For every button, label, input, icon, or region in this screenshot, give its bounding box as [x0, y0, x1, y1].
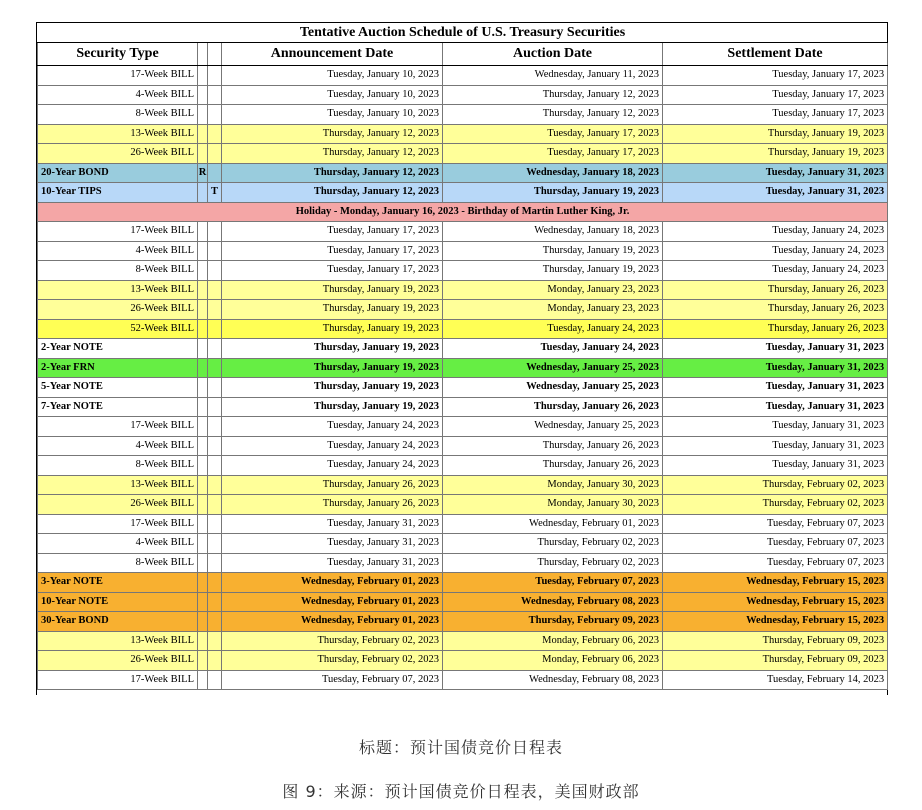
- table-row: [38, 300, 888, 320]
- reopening-marker-cell: [198, 378, 208, 398]
- security-type-cell: 4-Week BILL: [38, 85, 198, 105]
- security-type-cell: 17-Week BILL: [38, 670, 198, 690]
- announcement-date-cell: Tuesday, January 10, 2023: [222, 85, 443, 105]
- tips-marker-cell: [208, 85, 222, 105]
- tips-marker-cell: [208, 573, 222, 593]
- auction-date-cell: Monday, February 06, 2023: [443, 651, 663, 671]
- table-row: [38, 670, 888, 690]
- table-row: [38, 378, 888, 398]
- tips-marker-cell: [208, 319, 222, 339]
- announcement-date-cell: Thursday, January 12, 2023: [222, 144, 443, 164]
- settlement-date-cell: Tuesday, January 31, 2023: [663, 339, 888, 359]
- table-row: [38, 261, 888, 281]
- settlement-date-cell: Tuesday, January 24, 2023: [663, 241, 888, 261]
- security-type-cell: 17-Week BILL: [38, 66, 198, 86]
- security-type-cell: 3-Year NOTE: [38, 573, 198, 593]
- auction-date-cell: Monday, January 23, 2023: [443, 300, 663, 320]
- settlement-date-cell: Tuesday, January 24, 2023: [663, 261, 888, 281]
- auction-date-cell: Thursday, January 26, 2023: [443, 456, 663, 476]
- reopening-marker-cell: [198, 456, 208, 476]
- announcement-date-cell: Thursday, January 19, 2023: [222, 319, 443, 339]
- tips-marker-cell: T: [208, 183, 222, 203]
- table-row: [38, 339, 888, 359]
- table-row: [38, 514, 888, 534]
- table-row: [38, 105, 888, 125]
- security-type-cell: 2-Year FRN: [38, 358, 198, 378]
- announcement-date-cell: Thursday, February 02, 2023: [222, 631, 443, 651]
- header-marker-2: [208, 43, 222, 66]
- security-type-cell: 7-Year NOTE: [38, 397, 198, 417]
- table-row: [38, 592, 888, 612]
- reopening-marker-cell: [198, 300, 208, 320]
- table-row: [38, 183, 888, 203]
- auction-date-cell: Tuesday, January 24, 2023: [443, 339, 663, 359]
- settlement-date-cell: Thursday, January 26, 2023: [663, 300, 888, 320]
- tips-marker-cell: [208, 378, 222, 398]
- tips-marker-cell: [208, 436, 222, 456]
- table-row: [38, 612, 888, 632]
- announcement-date-cell: Tuesday, January 31, 2023: [222, 553, 443, 573]
- auction-date-cell: Thursday, February 02, 2023: [443, 553, 663, 573]
- settlement-date-cell: Thursday, February 02, 2023: [663, 475, 888, 495]
- reopening-marker-cell: [198, 495, 208, 515]
- header-security-type: Security Type: [38, 43, 198, 66]
- announcement-date-cell: Thursday, January 19, 2023: [222, 339, 443, 359]
- auction-date-cell: Thursday, January 26, 2023: [443, 436, 663, 456]
- header-marker-1: [198, 43, 208, 66]
- settlement-date-cell: Thursday, January 26, 2023: [663, 319, 888, 339]
- reopening-marker-cell: R: [198, 163, 208, 183]
- table-row: [38, 280, 888, 300]
- settlement-date-cell: Thursday, February 02, 2023: [663, 495, 888, 515]
- tips-marker-cell: [208, 124, 222, 144]
- security-type-cell: 4-Week BILL: [38, 241, 198, 261]
- security-type-cell: 13-Week BILL: [38, 475, 198, 495]
- announcement-date-cell: Tuesday, January 31, 2023: [222, 514, 443, 534]
- reopening-marker-cell: [198, 105, 208, 125]
- table-row: [38, 144, 888, 164]
- reopening-marker-cell: [198, 241, 208, 261]
- reopening-marker-cell: [198, 514, 208, 534]
- security-type-cell: 52-Week BILL: [38, 319, 198, 339]
- reopening-marker-cell: [198, 85, 208, 105]
- security-type-cell: 26-Week BILL: [38, 495, 198, 515]
- auction-date-cell: Wednesday, February 08, 2023: [443, 592, 663, 612]
- settlement-date-cell: Thursday, January 19, 2023: [663, 124, 888, 144]
- reopening-marker-cell: [198, 631, 208, 651]
- settlement-date-cell: Tuesday, January 17, 2023: [663, 66, 888, 86]
- reopening-marker-cell: [198, 319, 208, 339]
- holiday-note: Holiday - Monday, January 16, 2023 - Birthday of Martin Luther King, Jr.: [38, 202, 888, 222]
- auction-date-cell: Monday, January 30, 2023: [443, 495, 663, 515]
- tips-marker-cell: [208, 105, 222, 125]
- security-type-cell: 8-Week BILL: [38, 456, 198, 476]
- auction-date-cell: Monday, January 30, 2023: [443, 475, 663, 495]
- reopening-marker-cell: [198, 417, 208, 437]
- settlement-date-cell: Tuesday, January 31, 2023: [663, 183, 888, 203]
- tips-marker-cell: [208, 66, 222, 86]
- tips-marker-cell: [208, 592, 222, 612]
- auction-date-cell: Wednesday, January 18, 2023: [443, 163, 663, 183]
- auction-date-cell: Wednesday, January 25, 2023: [443, 378, 663, 398]
- announcement-date-cell: Wednesday, February 01, 2023: [222, 612, 443, 632]
- announcement-date-cell: Thursday, February 02, 2023: [222, 651, 443, 671]
- security-type-cell: 4-Week BILL: [38, 534, 198, 554]
- auction-date-cell: Thursday, February 02, 2023: [443, 534, 663, 554]
- settlement-date-cell: Tuesday, January 31, 2023: [663, 358, 888, 378]
- reopening-marker-cell: [198, 222, 208, 242]
- security-type-cell: 26-Week BILL: [38, 651, 198, 671]
- tips-marker-cell: [208, 612, 222, 632]
- reopening-marker-cell: [198, 475, 208, 495]
- settlement-date-cell: Thursday, February 09, 2023: [663, 631, 888, 651]
- announcement-date-cell: Thursday, January 19, 2023: [222, 300, 443, 320]
- announcement-date-cell: Tuesday, January 17, 2023: [222, 241, 443, 261]
- security-type-cell: 20-Year BOND: [38, 163, 198, 183]
- auction-date-cell: Monday, February 06, 2023: [443, 631, 663, 651]
- reopening-marker-cell: [198, 280, 208, 300]
- security-type-cell: 13-Week BILL: [38, 280, 198, 300]
- reopening-marker-cell: [198, 651, 208, 671]
- header-announcement-date: Announcement Date: [222, 43, 443, 66]
- settlement-date-cell: Tuesday, January 17, 2023: [663, 105, 888, 125]
- auction-date-cell: Thursday, January 19, 2023: [443, 241, 663, 261]
- security-type-cell: 8-Week BILL: [38, 261, 198, 281]
- announcement-date-cell: Wednesday, February 01, 2023: [222, 573, 443, 593]
- security-type-cell: 10-Year TIPS: [38, 183, 198, 203]
- table-row: [38, 495, 888, 515]
- reopening-marker-cell: [198, 534, 208, 554]
- auction-date-cell: Wednesday, January 25, 2023: [443, 417, 663, 437]
- auction-date-cell: Wednesday, January 18, 2023: [443, 222, 663, 242]
- reopening-marker-cell: [198, 592, 208, 612]
- tips-marker-cell: [208, 163, 222, 183]
- tips-marker-cell: [208, 534, 222, 554]
- announcement-date-cell: Tuesday, January 17, 2023: [222, 222, 443, 242]
- tips-marker-cell: [208, 456, 222, 476]
- security-type-cell: 10-Year NOTE: [38, 592, 198, 612]
- announcement-date-cell: Tuesday, January 31, 2023: [222, 534, 443, 554]
- auction-date-cell: Tuesday, January 17, 2023: [443, 124, 663, 144]
- holiday-row: [38, 202, 888, 222]
- header-settlement-date: Settlement Date: [663, 43, 888, 66]
- security-type-cell: 4-Week BILL: [38, 436, 198, 456]
- reopening-marker-cell: [198, 183, 208, 203]
- reopening-marker-cell: [198, 573, 208, 593]
- auction-date-cell: Tuesday, February 07, 2023: [443, 573, 663, 593]
- table-row: [38, 417, 888, 437]
- tips-marker-cell: [208, 417, 222, 437]
- settlement-date-cell: Tuesday, January 31, 2023: [663, 378, 888, 398]
- auction-date-cell: Tuesday, January 17, 2023: [443, 144, 663, 164]
- announcement-date-cell: Tuesday, January 10, 2023: [222, 66, 443, 86]
- tips-marker-cell: [208, 651, 222, 671]
- settlement-date-cell: Tuesday, January 17, 2023: [663, 85, 888, 105]
- settlement-date-cell: Tuesday, January 31, 2023: [663, 397, 888, 417]
- announcement-date-cell: Thursday, January 19, 2023: [222, 358, 443, 378]
- announcement-date-cell: Wednesday, February 01, 2023: [222, 592, 443, 612]
- reopening-marker-cell: [198, 339, 208, 359]
- settlement-date-cell: Tuesday, January 31, 2023: [663, 436, 888, 456]
- figure-title: 标题：预计国债竞价日程表: [358, 738, 563, 757]
- tips-marker-cell: [208, 495, 222, 515]
- settlement-date-cell: Tuesday, February 14, 2023: [663, 670, 888, 690]
- tips-marker-cell: [208, 553, 222, 573]
- table-row: [38, 66, 888, 86]
- column-header-row: [38, 43, 888, 66]
- auction-date-cell: Thursday, January 12, 2023: [443, 85, 663, 105]
- tips-marker-cell: [208, 261, 222, 281]
- table-row: [38, 534, 888, 554]
- table-row: [38, 397, 888, 417]
- security-type-cell: 26-Week BILL: [38, 144, 198, 164]
- announcement-date-cell: Thursday, January 26, 2023: [222, 475, 443, 495]
- tips-marker-cell: [208, 280, 222, 300]
- table-row: [38, 573, 888, 593]
- reopening-marker-cell: [198, 261, 208, 281]
- announcement-date-cell: Tuesday, February 07, 2023: [222, 670, 443, 690]
- settlement-date-cell: Tuesday, February 07, 2023: [663, 553, 888, 573]
- auction-schedule-table: [37, 23, 888, 690]
- auction-date-cell: Wednesday, February 08, 2023: [443, 670, 663, 690]
- table-row: [38, 85, 888, 105]
- security-type-cell: 26-Week BILL: [38, 300, 198, 320]
- auction-date-cell: Wednesday, February 01, 2023: [443, 514, 663, 534]
- settlement-date-cell: Thursday, January 19, 2023: [663, 144, 888, 164]
- tips-marker-cell: [208, 397, 222, 417]
- announcement-date-cell: Thursday, January 12, 2023: [222, 124, 443, 144]
- reopening-marker-cell: [198, 436, 208, 456]
- auction-date-cell: Wednesday, January 11, 2023: [443, 66, 663, 86]
- security-type-cell: 8-Week BILL: [38, 553, 198, 573]
- table-row: [38, 319, 888, 339]
- tips-marker-cell: [208, 475, 222, 495]
- table-row: [38, 163, 888, 183]
- auction-date-cell: Thursday, January 19, 2023: [443, 261, 663, 281]
- security-type-cell: 8-Week BILL: [38, 105, 198, 125]
- settlement-date-cell: Wednesday, February 15, 2023: [663, 592, 888, 612]
- table-row: [38, 475, 888, 495]
- table-row: [38, 631, 888, 651]
- security-type-cell: 17-Week BILL: [38, 222, 198, 242]
- security-type-cell: 17-Week BILL: [38, 417, 198, 437]
- settlement-date-cell: Tuesday, January 24, 2023: [663, 222, 888, 242]
- settlement-date-cell: Thursday, January 26, 2023: [663, 280, 888, 300]
- announcement-date-cell: Tuesday, January 24, 2023: [222, 417, 443, 437]
- security-type-cell: 13-Week BILL: [38, 124, 198, 144]
- schedule-rows: [38, 66, 888, 690]
- announcement-date-cell: Tuesday, January 24, 2023: [222, 456, 443, 476]
- auction-date-cell: Tuesday, January 24, 2023: [443, 319, 663, 339]
- table-row: [38, 436, 888, 456]
- figure-source: 图 9：来源：预计国债竞价日程表，美国财政部: [282, 782, 640, 801]
- announcement-date-cell: Thursday, January 19, 2023: [222, 378, 443, 398]
- tips-marker-cell: [208, 358, 222, 378]
- tips-marker-cell: [208, 300, 222, 320]
- reopening-marker-cell: [198, 66, 208, 86]
- announcement-date-cell: Tuesday, January 24, 2023: [222, 436, 443, 456]
- settlement-date-cell: Tuesday, February 07, 2023: [663, 534, 888, 554]
- tips-marker-cell: [208, 670, 222, 690]
- announcement-date-cell: Thursday, January 26, 2023: [222, 495, 443, 515]
- settlement-date-cell: Wednesday, February 15, 2023: [663, 573, 888, 593]
- tips-marker-cell: [208, 514, 222, 534]
- reopening-marker-cell: [198, 397, 208, 417]
- reopening-marker-cell: [198, 612, 208, 632]
- security-type-cell: 30-Year BOND: [38, 612, 198, 632]
- table-row: [38, 124, 888, 144]
- auction-date-cell: Thursday, February 09, 2023: [443, 612, 663, 632]
- auction-date-cell: Wednesday, January 25, 2023: [443, 358, 663, 378]
- tips-marker-cell: [208, 339, 222, 359]
- auction-schedule-sheet: [36, 22, 888, 695]
- table-row: [38, 358, 888, 378]
- tips-marker-cell: [208, 222, 222, 242]
- auction-date-cell: Thursday, January 26, 2023: [443, 397, 663, 417]
- announcement-date-cell: Tuesday, January 17, 2023: [222, 261, 443, 281]
- security-type-cell: 13-Week BILL: [38, 631, 198, 651]
- security-type-cell: 5-Year NOTE: [38, 378, 198, 398]
- table-row: [38, 651, 888, 671]
- table-row: [38, 222, 888, 242]
- announcement-date-cell: Thursday, January 12, 2023: [222, 163, 443, 183]
- reopening-marker-cell: [198, 144, 208, 164]
- settlement-date-cell: Tuesday, February 07, 2023: [663, 514, 888, 534]
- security-type-cell: 17-Week BILL: [38, 514, 198, 534]
- announcement-date-cell: Thursday, January 12, 2023: [222, 183, 443, 203]
- tips-marker-cell: [208, 144, 222, 164]
- reopening-marker-cell: [198, 358, 208, 378]
- settlement-date-cell: Tuesday, January 31, 2023: [663, 417, 888, 437]
- reopening-marker-cell: [198, 670, 208, 690]
- settlement-date-cell: Tuesday, January 31, 2023: [663, 163, 888, 183]
- header-auction-date: Auction Date: [443, 43, 663, 66]
- tips-marker-cell: [208, 241, 222, 261]
- table-row: [38, 456, 888, 476]
- settlement-date-cell: Wednesday, February 15, 2023: [663, 612, 888, 632]
- auction-date-cell: Thursday, January 19, 2023: [443, 183, 663, 203]
- tips-marker-cell: [208, 631, 222, 651]
- auction-date-cell: Thursday, January 12, 2023: [443, 105, 663, 125]
- table-row: [38, 553, 888, 573]
- settlement-date-cell: Tuesday, January 31, 2023: [663, 456, 888, 476]
- reopening-marker-cell: [198, 124, 208, 144]
- table-row: [38, 241, 888, 261]
- announcement-date-cell: Thursday, January 19, 2023: [222, 280, 443, 300]
- settlement-date-cell: Thursday, February 09, 2023: [663, 651, 888, 671]
- auction-date-cell: Monday, January 23, 2023: [443, 280, 663, 300]
- announcement-date-cell: Tuesday, January 10, 2023: [222, 105, 443, 125]
- table-title: Tentative Auction Schedule of U.S. Treasury Securities: [38, 23, 888, 43]
- table-title-row: [38, 23, 888, 43]
- reopening-marker-cell: [198, 553, 208, 573]
- announcement-date-cell: Thursday, January 19, 2023: [222, 397, 443, 417]
- security-type-cell: 2-Year NOTE: [38, 339, 198, 359]
